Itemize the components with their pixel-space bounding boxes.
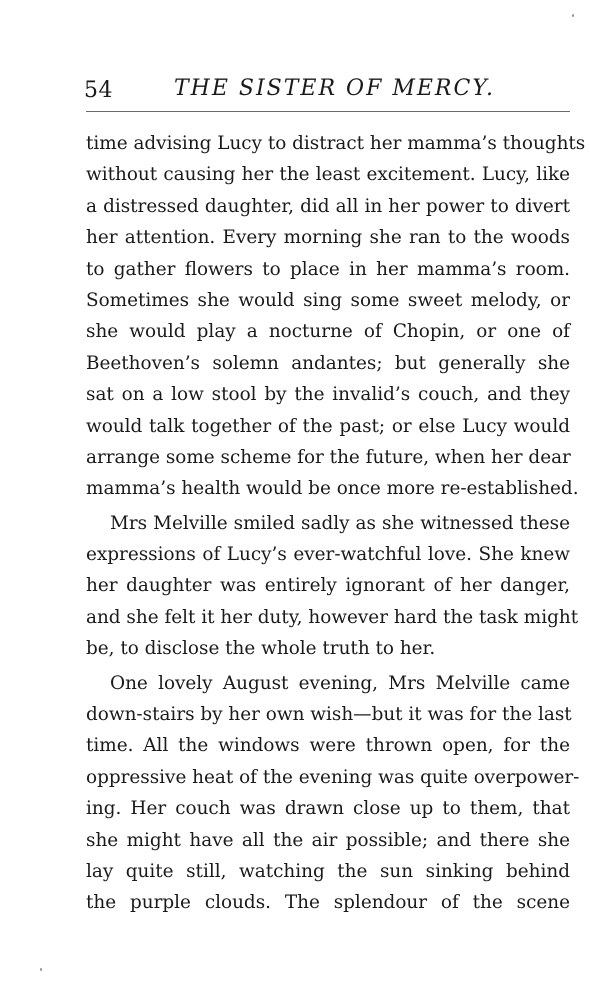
- page-number: 54: [84, 78, 113, 103]
- text-line: arrange some scheme for the future, when her dear: [86, 446, 571, 468]
- text-line: without causing her the least excitement. Lucy, like: [86, 164, 570, 186]
- text-line: down-stairs by her own wish—but it was for the last: [86, 704, 572, 726]
- text-line: the purple clouds. The splendour of the scene: [86, 892, 570, 914]
- text-line: ing. Her couch was drawn close up to them, that: [86, 798, 570, 820]
- text-line: time. All the windows were thrown open, for the: [86, 735, 570, 757]
- paragraph-2: [86, 508, 579, 665]
- page-header: [84, 70, 570, 110]
- text-line: to gather flowers to place in her mamma’s room.: [86, 258, 570, 280]
- paragraph-3: [86, 668, 580, 919]
- text-line: Mrs Melville smiled sadly as she witnessed these: [110, 512, 570, 534]
- header-rule: [86, 111, 570, 112]
- text-line: a distressed daughter, did all in her power to divert: [86, 195, 570, 217]
- text-line: Sometimes she would sing some sweet melody, or: [86, 289, 570, 311]
- text-line: and she felt it her duty, however hard the task might: [86, 606, 579, 628]
- text-line: she might have all the air possible; and there she: [86, 829, 570, 851]
- scan-speck: [40, 968, 42, 971]
- text-line: oppressive heat of the evening was quite overpower-: [86, 766, 580, 788]
- text-line: time advising Lucy to distract her mamma’s thoughts: [86, 133, 586, 154]
- text-line: her attention. Every morning she ran to the woods: [86, 227, 570, 249]
- text-line: be, to disclose the whole truth to her.: [86, 638, 436, 660]
- text-line: sat on a low stool by the invalid’s couch, and they: [86, 384, 570, 406]
- text-line: One lovely August evening, Mrs Melville came: [110, 672, 570, 694]
- text-line: Beethoven’s solemn andantes; but generally she: [86, 352, 570, 374]
- body-text: [86, 128, 586, 919]
- text-line: mamma’s health would be once more re-established.: [86, 478, 579, 500]
- running-title: THE SISTER OF MERCY.: [174, 76, 495, 101]
- text-line: lay quite still, watching the sun sinking behind: [86, 860, 570, 882]
- text-line: her daughter was entirely ignorant of her danger,: [86, 575, 570, 597]
- text-line: would talk together of the past; or else Lucy would: [86, 415, 570, 437]
- scan-speck: [572, 14, 574, 17]
- text-line: expressions of Lucy’s ever-watchful love. She knew: [86, 544, 570, 566]
- text-line: she would play a nocturne of Chopin, or one of: [86, 321, 570, 343]
- paragraph-1: [86, 128, 586, 505]
